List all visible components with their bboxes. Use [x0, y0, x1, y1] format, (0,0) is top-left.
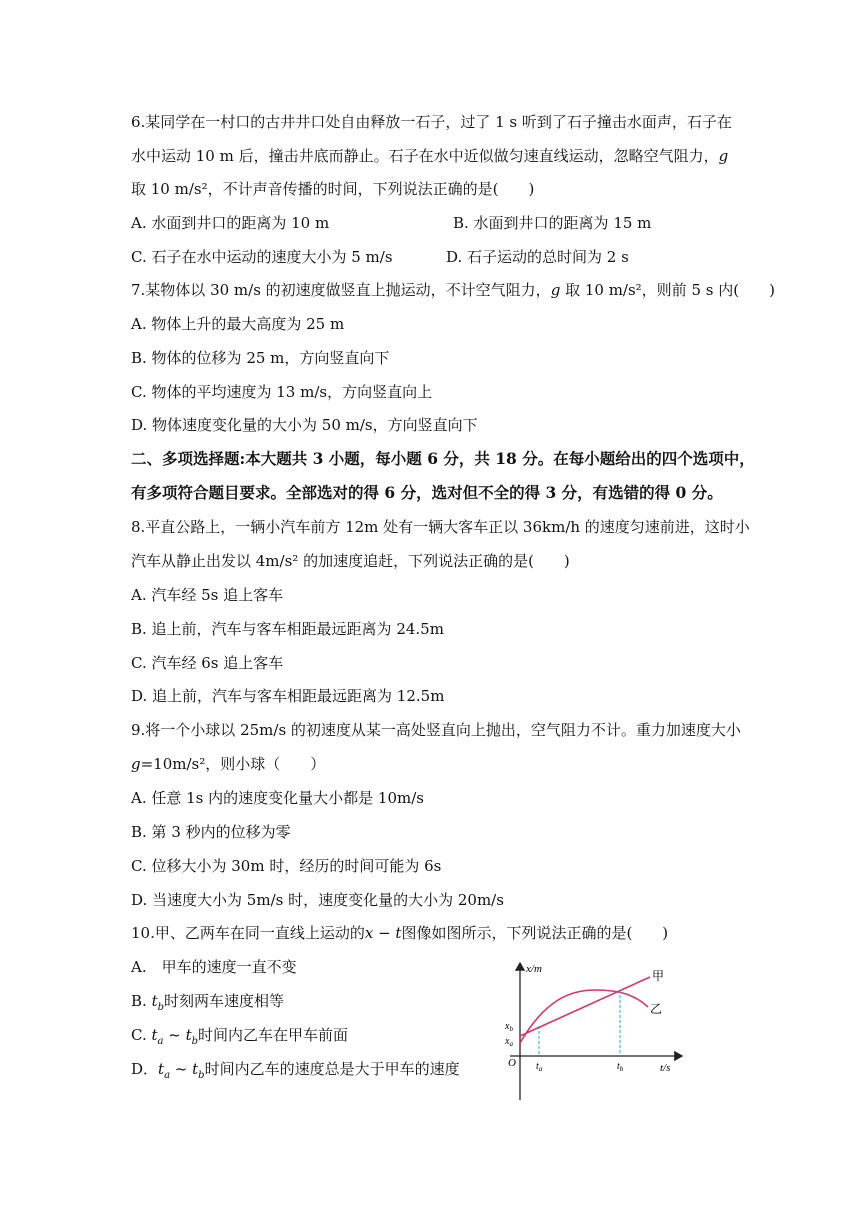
q10-stem-b: 图像如图所示，下列说法正确的是( ) [401, 924, 669, 942]
q6-option-d: D. 石子运动的总时间为 2 s [446, 248, 629, 266]
q9-line2-rest: =10m/s²，则小球（ ） [140, 755, 326, 773]
q10-option-a: A. 甲车的速度一直不变 [131, 958, 297, 976]
x-axis-label: t/s [660, 1062, 671, 1074]
q10-option-c-sub-a: a [157, 1036, 164, 1047]
q10-option-d-tilde: ~ [170, 1060, 193, 1078]
q8-option-b: B. 追上前，汽车与客车相距最远距离为 24.5m [131, 620, 444, 638]
section2-line1: 二、多项选择题:本大题共 3 小题，每小题 6 分，共 18 分。在每小题给出的四个选项中， [131, 449, 755, 468]
section2-line2: 有多项符合题目要求。全部选对的得 6 分，选对但不全的得 3 分，有选错的得 0 分。 [131, 483, 723, 502]
q6-option-b: B. 水面到井口的距离为 15 m [453, 214, 652, 232]
q10-option-c-t1: t [151, 1026, 158, 1044]
q9-line1: 9.将一个小球以 25m/s 的初速度从某一高处竖直向上抛出，空气阻力不计。重力加速度大小 [131, 721, 741, 739]
q7-stem-b: 取 10 m/s²，则前 5 s 内( ) [560, 281, 775, 299]
q8-option-a: A. 汽车经 5s 追上客车 [131, 586, 284, 604]
q10-option-c-sub-b: b [191, 1036, 199, 1047]
q7-g-symbol: g [550, 281, 561, 299]
xt-graph [500, 955, 690, 1105]
q10-option-c-t2: t [185, 1026, 192, 1044]
q8-option-d: D. 追上前，汽车与客车相距最远距离为 12.5m [131, 687, 445, 705]
origin-label: O [508, 1057, 516, 1069]
q10-stem [131, 923, 668, 943]
q8-line2: 汽车从静止出发以 4m/s² 的加速度追赶，下列说法正确的是( ) [131, 552, 570, 570]
q10-option-c [131, 1025, 348, 1052]
label-ta: $t_a$ [536, 1061, 543, 1073]
label-xa: $x_a$ [505, 1036, 513, 1048]
q10-option-d-t1: t [158, 1060, 165, 1078]
q10-option-b-text: 时刻两车速度相等 [164, 992, 285, 1010]
q10-option-b-t: t [151, 992, 158, 1010]
q7-option-a: A. 物体上升的最大高度为 25 m [131, 315, 345, 333]
q10-option-c-text: 时间内乙车在甲车前面 [198, 1026, 349, 1044]
q8-line1: 8.平直公路上，一辆小汽车前方 12m 处有一辆大客车正以 36km/h 的速度匀速前进，这时小 [131, 518, 750, 536]
label-jia: 甲 [652, 969, 665, 983]
q10-option-b [131, 991, 284, 1018]
q10-option-d-prefix: D． [131, 1060, 159, 1078]
q9-option-a: A. 任意 1s 内的速度变化量大小都是 10m/s [131, 789, 424, 807]
q6-line2-text: 水中运动 10 m 后，撞击井底而静止。石子在水中近似做匀速直线运动，忽略空气阻力， [131, 147, 719, 165]
label-yi: 乙 [650, 1002, 663, 1016]
q7-stem [131, 280, 775, 300]
q6-option-a: A. 水面到井口的距离为 10 m [131, 214, 330, 232]
y-axis-label: x/m [526, 963, 542, 975]
q9-option-c: C. 位移大小为 30m 时，经历的时间可能为 6s [131, 857, 442, 875]
q7-stem-a: 7.某物体以 30 m/s 的初速度做竖直上抛运动，不计空气阻力， [131, 281, 551, 299]
q9-option-d: D. 当速度大小为 5m/s 时，速度变化量的大小为 20m/s [131, 891, 504, 909]
q6-line1: 6.某同学在一村口的古井井口处自由释放一石子，过了 1 s 听到了石子撞击水面声，石子在 [131, 113, 732, 131]
label-tb: $t_b$ [617, 1061, 624, 1073]
q10-stem-a: 10.甲、乙两车在同一直线上运动的 [131, 924, 365, 942]
q6-line3: 取 10 m/s²，不计声音传播的时间，下列说法正确的是( ) [131, 180, 535, 198]
curve-yi [520, 990, 648, 1043]
q9-g-symbol: g [131, 755, 141, 773]
q10-option-b-prefix: B. [131, 992, 152, 1010]
q7-option-c: C. 物体的平均速度为 13 m/s，方向竖直向上 [131, 383, 433, 401]
q10-option-d-t2: t [192, 1060, 199, 1078]
q10-option-d-sub-b: b [198, 1070, 205, 1081]
q10-xt-symbol: x − t [364, 924, 402, 942]
q10-option-c-tilde: ~ [163, 1026, 186, 1044]
q8-option-c: C. 汽车经 6s 追上客车 [131, 654, 284, 672]
q9-option-b: B. 第 3 秒内的位移为零 [131, 823, 291, 841]
q10-option-d-text: 时间内乙车的速度总是大于甲车的速度 [204, 1060, 460, 1078]
q9-line2 [131, 754, 325, 774]
q10-option-b-sub: b [157, 1002, 164, 1013]
q6-line2 [131, 146, 728, 166]
q6-g-symbol: g [718, 147, 729, 165]
q7-option-b: B. 物体的位移为 25 m，方向竖直向下 [131, 349, 390, 367]
q10-option-d [131, 1059, 460, 1086]
q10-option-d-sub-a: a [164, 1070, 171, 1081]
q7-option-d: D. 物体速度变化量的大小为 50 m/s，方向竖直向下 [131, 416, 478, 434]
label-xb: $x_b$ [505, 1021, 513, 1033]
q6-option-c: C. 石子在水中运动的速度大小为 5 m/s [131, 248, 393, 266]
q10-option-c-prefix: C. [131, 1026, 152, 1044]
